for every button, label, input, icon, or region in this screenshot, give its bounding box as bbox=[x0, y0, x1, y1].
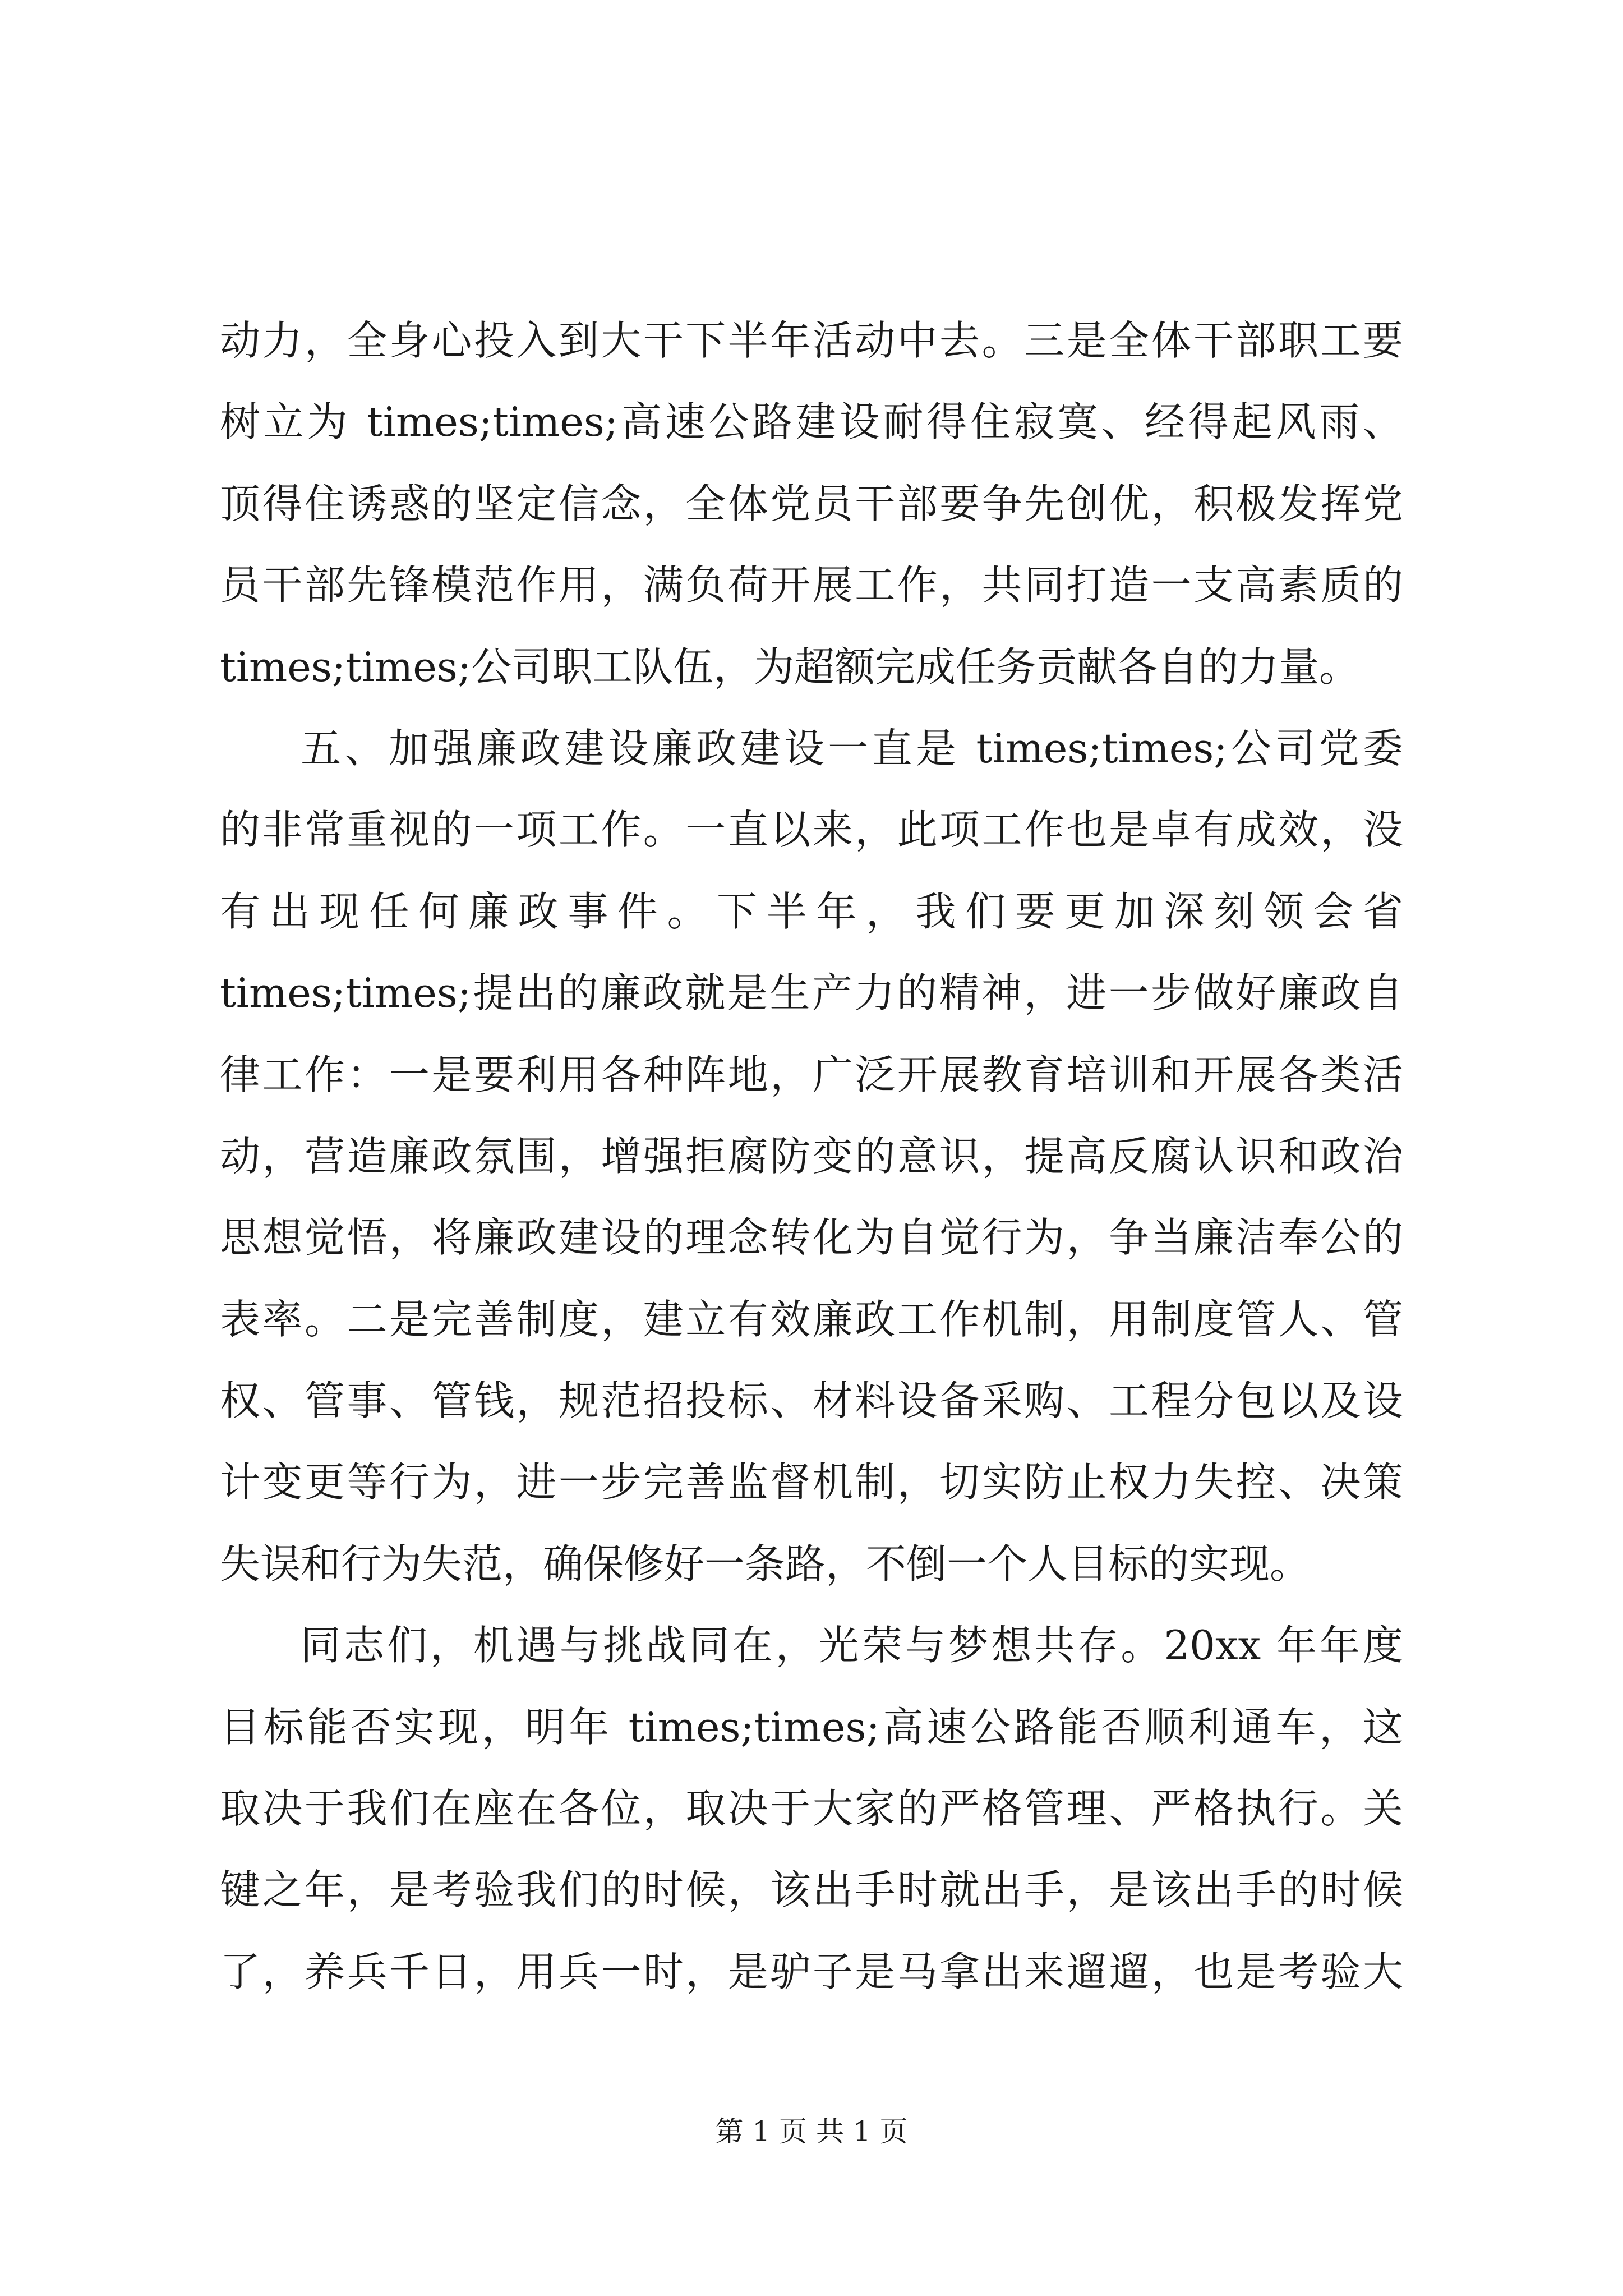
text-line: 律工作：一是要利用各种阵地，广泛开展教育培训和开展各类活 bbox=[220, 1051, 1403, 1098]
text-line: 失误和行为失范，确保修好一条路，不倒一个人目标的实现。 bbox=[220, 1540, 1311, 1588]
text-line: times;times;公司职工队伍，为超额完成任务贡献各自的力量。 bbox=[220, 643, 1360, 691]
text-line: 树立为 times;times;高速公路建设耐得住寂寞、经得起风雨、 bbox=[220, 398, 1403, 446]
page-footer: 第 1 页 共 1 页 bbox=[715, 2115, 908, 2148]
text-line: 了，养兵千日，用兵一时，是驴子是马拿出来遛遛，也是考验大 bbox=[220, 1948, 1403, 1995]
text-line: 有出现任何廉政事件。下半年，我们要更加深刻领会省 bbox=[220, 887, 1403, 935]
text-line: 键之年，是考验我们的时候，该出手时就出手，是该出手的时候 bbox=[220, 1866, 1403, 1914]
text-line: 表率。二是完善制度，建立有效廉政工作机制，用制度管人、管 bbox=[220, 1295, 1403, 1343]
text-line: 思想觉悟，将廉政建设的理念转化为自觉行为，争当廉洁奉公的 bbox=[220, 1214, 1403, 1262]
text-line: 取决于我们在座在各位，取决于大家的严格管理、严格执行。关 bbox=[220, 1785, 1403, 1833]
text-line: times;times;提出的廉政就是生产力的精神，进一步做好廉政自 bbox=[220, 969, 1403, 1017]
document-body bbox=[220, 300, 1403, 2013]
text-line: 权、管事、管钱，规范招投标、材料设备采购、工程分包以及设 bbox=[220, 1377, 1403, 1425]
text-line: 目标能否实现，明年 times;times;高速公路能否顺利通车，这 bbox=[220, 1703, 1403, 1751]
text-line: 动力，全身心投入到大干下半年活动中去。三是全体干部职工要 bbox=[220, 317, 1403, 364]
text-line: 计变更等行为，进一步完善监督机制，切实防止权力失控、决策 bbox=[220, 1458, 1403, 1506]
text-line: 员干部先锋模范作用，满负荷开展工作，共同打造一支高素质的 bbox=[220, 562, 1403, 609]
text-line: 动，营造廉政氛围，增强拒腐防变的意识，提高反腐认识和政治 bbox=[220, 1132, 1403, 1180]
text-line: 同志们，机遇与挑战同在，光荣与梦想共存。20xx 年年度 bbox=[301, 1622, 1403, 1669]
text-line: 顶得住诱惑的坚定信念，全体党员干部要争先创优，积极发挥党 bbox=[220, 480, 1403, 527]
text-line: 五、加强廉政建设廉政建设一直是 times;times;公司党委 bbox=[301, 724, 1403, 772]
text-line: 的非常重视的一项工作。一直以来，此项工作也是卓有成效，没 bbox=[220, 806, 1403, 854]
